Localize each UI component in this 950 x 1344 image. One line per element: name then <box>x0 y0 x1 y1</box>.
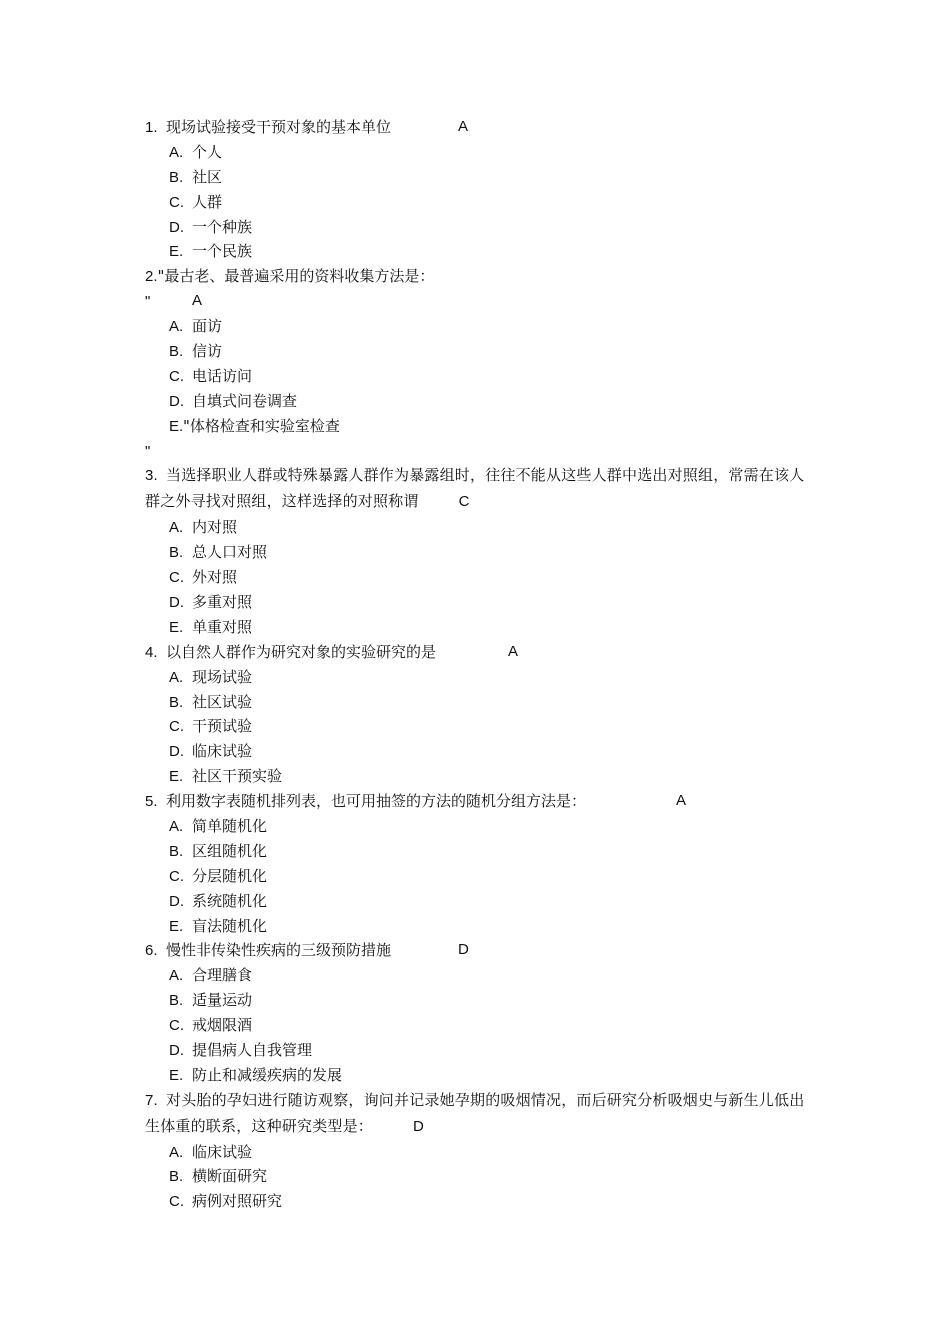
option-text: 简单随机化 <box>192 816 268 835</box>
option <box>145 339 813 364</box>
option-letter: C. <box>169 867 184 885</box>
option <box>145 565 813 590</box>
option-text: 横断面研究 <box>192 1167 268 1186</box>
option-text: 多重对照 <box>192 592 253 611</box>
question-text: 利用数字表随机排列表，也可用抽签的方法的随机分组方法是： <box>166 792 587 811</box>
option-letter: A. <box>169 1143 184 1161</box>
option <box>145 864 813 889</box>
option-text: 提倡病人自我管理 <box>192 1040 313 1059</box>
option-text: 内对照 <box>192 518 238 537</box>
option <box>145 739 813 764</box>
option-letter: E. <box>169 917 184 935</box>
option-text: 分层随机化 <box>192 866 268 885</box>
option-letter: C. <box>169 718 184 736</box>
answer-key: D <box>458 941 469 959</box>
question-2-continued <box>145 289 813 314</box>
option <box>145 1140 813 1165</box>
question-number: 2. <box>145 268 158 286</box>
option-text: 现场试验 <box>192 667 253 686</box>
option <box>145 239 813 264</box>
option <box>145 364 813 389</box>
option-letter: A. <box>169 668 184 686</box>
option <box>145 215 813 240</box>
option <box>145 1013 813 1038</box>
option <box>145 590 813 615</box>
option-letter: E. <box>169 1066 184 1084</box>
quote-mark: " <box>145 442 151 460</box>
question-2 <box>145 264 813 289</box>
option <box>145 690 813 715</box>
option-text: 盲法随机化 <box>192 916 268 935</box>
option-text: 社区试验 <box>192 692 253 711</box>
option-text: 临床试验 <box>192 742 253 761</box>
option <box>145 515 813 540</box>
option-letter: E. <box>169 417 184 435</box>
option-text: 临床试验 <box>192 1142 253 1161</box>
document-page <box>145 115 813 1214</box>
option-text: 一个种族 <box>192 217 253 236</box>
question-6 <box>145 938 813 963</box>
option-letter: C. <box>169 193 184 211</box>
option-letter: C. <box>169 1017 184 1035</box>
option-letter: B. <box>169 1168 184 1186</box>
option-letter: D. <box>169 392 184 410</box>
question-text: "最古老、最普遍采用的资料收集方法是： <box>157 267 435 286</box>
question-number: 6. <box>145 942 158 960</box>
option-text: 外对照 <box>192 568 238 587</box>
option <box>145 540 813 565</box>
option-text: 面访 <box>192 317 223 336</box>
option-letter: E. <box>169 768 184 786</box>
question-3 <box>145 463 813 515</box>
option-letter: A. <box>169 967 184 985</box>
option-letter: B. <box>169 343 184 361</box>
option <box>145 389 813 414</box>
option-letter: B. <box>169 693 184 711</box>
option-letter: D. <box>169 743 184 761</box>
question-number: 4. <box>145 643 158 661</box>
option <box>145 615 813 640</box>
option <box>145 1164 813 1189</box>
question-5 <box>145 789 813 814</box>
option <box>145 814 813 839</box>
question-1 <box>145 115 813 140</box>
option-letter: E. <box>169 618 184 636</box>
option <box>145 1189 813 1214</box>
option-letter: D. <box>169 218 184 236</box>
option-text: 个人 <box>192 142 223 161</box>
option <box>145 714 813 739</box>
option-letter: E. <box>169 243 184 261</box>
option-letter: B. <box>169 544 184 562</box>
option <box>145 190 813 215</box>
option-letter: A. <box>169 318 184 336</box>
option-text: 一个民族 <box>192 242 253 261</box>
trailing-quote <box>145 439 813 464</box>
question-4 <box>145 640 813 665</box>
option-text: 单重对照 <box>192 617 253 636</box>
option-letter: D. <box>169 1041 184 1059</box>
answer-key: A <box>676 792 687 810</box>
option <box>145 314 813 339</box>
answer-key: A <box>458 118 469 135</box>
option <box>145 165 813 190</box>
option-text: 干预试验 <box>192 717 253 736</box>
option-text: 适量运动 <box>192 991 253 1010</box>
option <box>145 1038 813 1063</box>
question-text: 对头胎的孕妇进行随访观察，询问并记录她孕期的吸烟情况，而后研究分析吸烟史与新生儿低出生体重的联系，这种研究类型是： <box>145 1090 805 1135</box>
option <box>145 839 813 864</box>
option-text: 戒烟限酒 <box>192 1016 253 1035</box>
question-text: 当选择职业人群或特殊暴露人群作为暴露组时，往往不能从这些人群中选出对照组，常需在该人群之外寻找对照组，这样选择的对照称谓 <box>145 466 805 511</box>
option-text: 社区 <box>192 167 223 186</box>
option-text: 合理膳食 <box>192 966 253 985</box>
question-text: 现场试验接受干预对象的基本单位 <box>166 118 392 136</box>
option <box>145 764 813 789</box>
question-number: 7. <box>145 1091 158 1109</box>
option-text: 区组随机化 <box>192 841 268 860</box>
option-text: "体格检查和实验室检查 <box>183 416 340 435</box>
option-letter: D. <box>169 593 184 611</box>
option <box>145 665 813 690</box>
option <box>145 963 813 988</box>
option-text: 病例对照研究 <box>192 1192 283 1211</box>
answer-key: C <box>458 493 470 511</box>
option-letter: C. <box>169 367 184 385</box>
question-7 <box>145 1088 813 1140</box>
question-number: 1. <box>145 119 158 136</box>
option <box>145 889 813 914</box>
option <box>145 140 813 165</box>
question-number: 3. <box>145 467 158 485</box>
option-text: 信访 <box>192 342 223 361</box>
option-text: 系统随机化 <box>192 891 268 910</box>
option-text: 社区干预实验 <box>192 767 283 786</box>
answer-key: A <box>508 642 519 660</box>
option <box>145 914 813 939</box>
option-text: 总人口对照 <box>192 543 268 562</box>
option-letter: B. <box>169 842 184 860</box>
option-letter: A. <box>169 143 184 161</box>
option-text: 自填式问卷调查 <box>192 391 298 410</box>
option-letter: C. <box>169 1193 184 1211</box>
option-text: 电话访问 <box>192 366 253 385</box>
question-text: 以自然人群作为研究对象的实验研究的是 <box>166 642 437 661</box>
option-letter: B. <box>169 168 184 186</box>
answer-key: A <box>192 292 203 310</box>
option-letter: A. <box>169 519 184 537</box>
answer-key: D <box>413 1117 425 1135</box>
option <box>145 414 813 439</box>
question-number: 5. <box>145 793 158 811</box>
question-text: 慢性非传染性疾病的三级预防措施 <box>166 941 392 960</box>
option-letter: D. <box>169 892 184 910</box>
option-text: 人群 <box>192 192 223 211</box>
option-text: 防止和减缓疾病的发展 <box>192 1065 343 1084</box>
option-letter: A. <box>169 817 184 835</box>
option <box>145 988 813 1013</box>
quote-mark: " <box>145 293 151 311</box>
option-letter: B. <box>169 992 184 1010</box>
option-letter: C. <box>169 569 184 587</box>
option <box>145 1063 813 1088</box>
